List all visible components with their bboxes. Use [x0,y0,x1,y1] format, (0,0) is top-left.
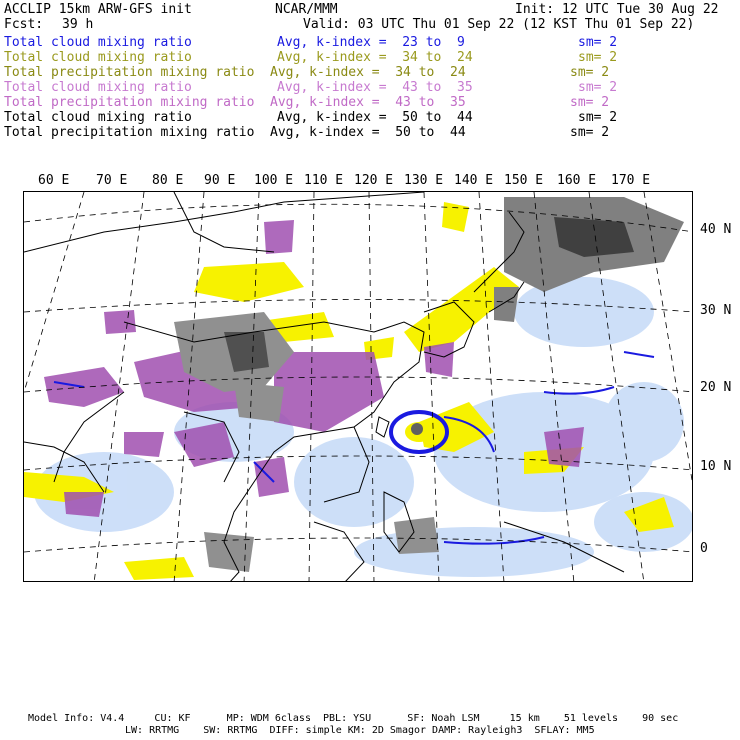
lat-label: 0 [700,541,708,556]
lon-label: 60 E [38,173,70,188]
lon-label: 170 E [611,173,651,188]
field-name: Total cloud mixing ratio [4,50,192,65]
init-time: Init: 12 UTC Tue 30 Aug 22 [515,2,719,17]
field-sm: sm= 2 [578,50,618,65]
field-name: Total precipitation mixing ratio [4,65,255,80]
field-sm: sm= 2 [578,35,618,50]
lon-label: 150 E [504,173,544,188]
field-avg: Avg, k-index = 50 to 44 [277,110,473,125]
lon-label: 90 E [204,173,236,188]
lat-label: 20 N [700,380,732,395]
lat-label: 40 N [700,222,732,237]
model-physics: LW: RRTMG SW: RRTMG DIFF: simple KM: 2D Smagor DAMP: Rayleigh3 SFLAY: MM5 [125,725,595,736]
field-sm: sm= 2 [570,125,610,140]
map-title: ACCLIP 15km ARW-GFS init [4,2,192,17]
field-sm: sm= 2 [578,80,618,95]
lon-label: 130 E [404,173,444,188]
model-info: Model Info: V4.4 CU: KF MP: WDM 6class PBL: YSU SF: Noah LSM 15 km 51 levels 90 sec [28,713,679,724]
map-canvas [24,192,693,582]
field-avg: Avg, k-index = 23 to 9 [277,35,465,50]
field-sm: sm= 2 [578,110,618,125]
lon-label: 120 E [354,173,394,188]
field-avg: Avg, k-index = 43 to 35 [277,80,473,95]
model-center: NCAR/MMM [275,2,338,17]
field-name: Total cloud mixing ratio [4,110,192,125]
field-avg: Avg, k-index = 34 to 24 [270,65,466,80]
field-avg: Avg, k-index = 50 to 44 [270,125,466,140]
field-name: Total cloud mixing ratio [4,35,192,50]
field-name: Total precipitation mixing ratio [4,125,255,140]
field-avg: Avg, k-index = 43 to 35 [270,95,466,110]
lat-label: 30 N [700,303,732,318]
map-panel [23,191,693,582]
field-avg: Avg, k-index = 34 to 24 [277,50,473,65]
lon-label: 70 E [96,173,128,188]
field-sm: sm= 2 [570,95,610,110]
lon-label: 80 E [152,173,184,188]
valid-time: Valid: 03 UTC Thu 01 Sep 22 (12 KST Thu 01 Sep 22) [303,17,695,32]
field-name: Total precipitation mixing ratio [4,95,255,110]
field-name: Total cloud mixing ratio [4,80,192,95]
lon-label: 140 E [454,173,494,188]
lon-label: 110 E [304,173,344,188]
forecast-label: Fcst: [4,17,44,32]
lat-label: 10 N [700,459,732,474]
field-sm: sm= 2 [570,65,610,80]
forecast-hour: 39 h [62,17,94,32]
lon-label: 100 E [254,173,294,188]
lon-label: 160 E [557,173,597,188]
